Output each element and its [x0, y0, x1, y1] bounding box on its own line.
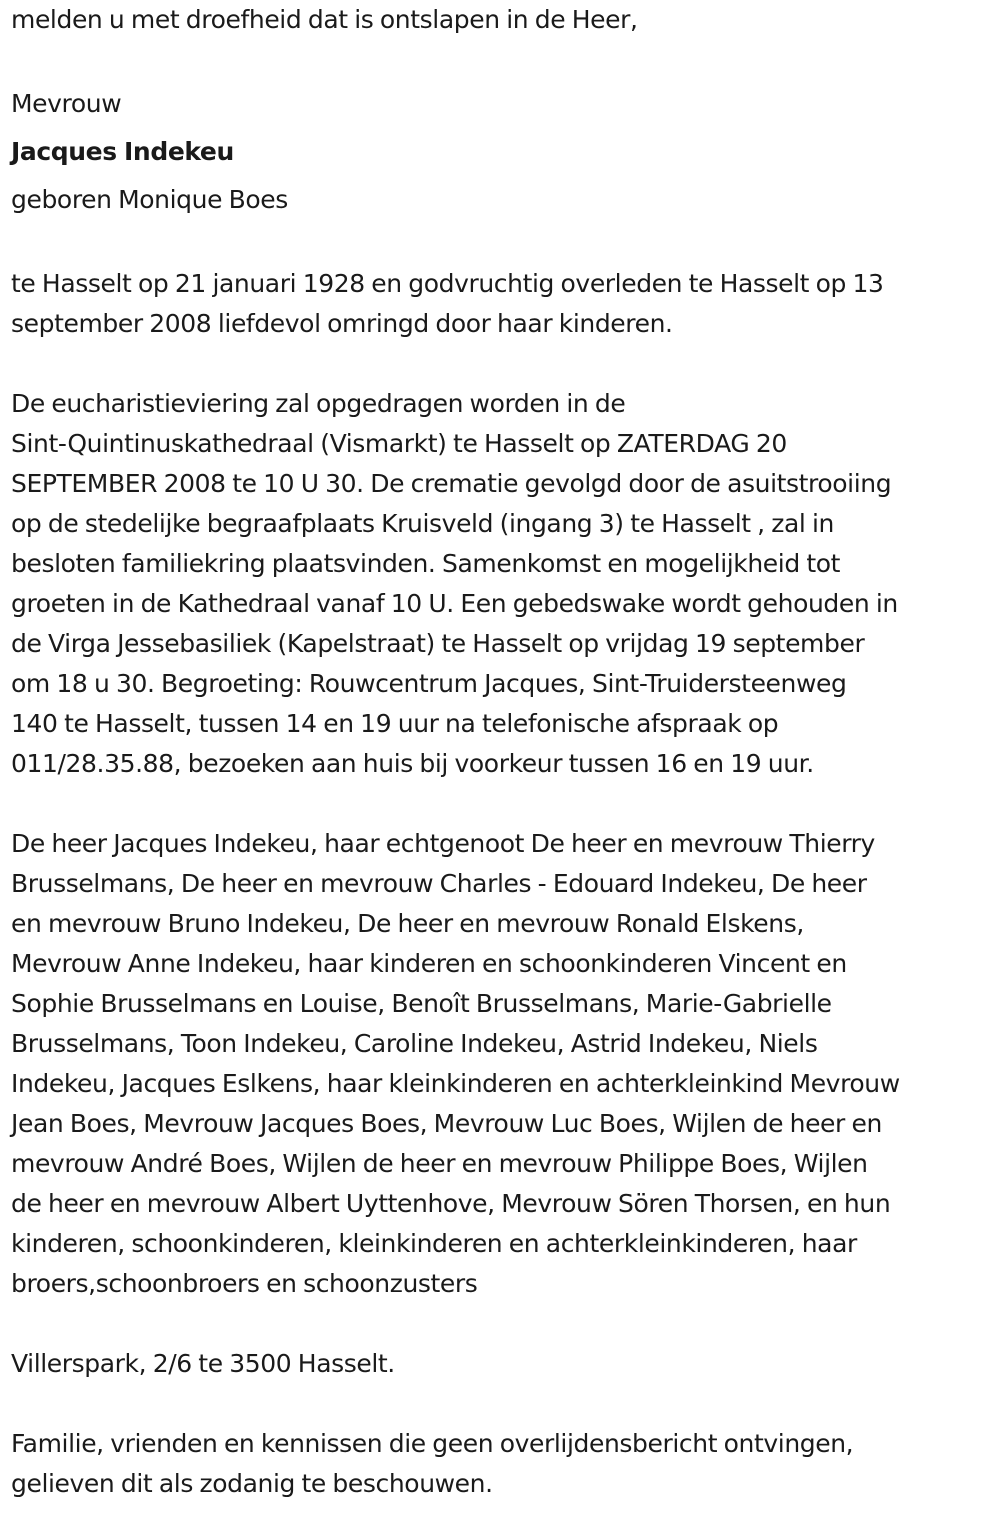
address-line: Villerspark, 2/6 te 3500 Hasselt.	[11, 1349, 395, 1378]
closing-paragraph	[11, 1424, 993, 1504]
birth-name: geboren Monique Boes	[11, 185, 288, 214]
paragraph-line: besloten familiekring plaatsvinden. Samenkomst en mogelijkheid tot	[11, 549, 841, 578]
paragraph-line: Sophie Brusselmans en Louise, Benoît Brusselmans, Marie-Gabrielle	[11, 989, 832, 1018]
family-paragraph	[11, 824, 993, 1304]
paragraph-line: De eucharistieviering zal opgedragen worden in de	[11, 389, 626, 418]
ceremony-paragraph	[11, 384, 993, 784]
paragraph-line: de heer en mevrouw Albert Uyttenhove, Mevrouw Sören Thorsen, en hun	[11, 1189, 891, 1218]
paragraph-line: broers,schoonbroers en schoonzusters	[11, 1269, 478, 1298]
paragraph-line: Sint-Quintinuskathedraal (Vismarkt) te Hasselt op ZATERDAG 20	[11, 429, 787, 458]
spacer	[11, 344, 993, 384]
paragraph-line: Indekeu, Jacques Eslkens, haar kleinkinderen en achterkleinkind Mevrouw	[11, 1069, 900, 1098]
paragraph-line: september 2008 liefdevol omringd door haar kinderen.	[11, 309, 673, 338]
spacer	[11, 1304, 993, 1344]
paragraph-line: te Hasselt op 21 januari 1928 en godvruchtig overleden te Hasselt op 13	[11, 269, 884, 298]
paragraph-line: gelieven dit als zodanig te beschouwen.	[11, 1469, 493, 1498]
paragraph-line: Brusselmans, De heer en mevrouw Charles - Edouard Indekeu, De heer	[11, 869, 867, 898]
spacer	[11, 224, 993, 264]
obituary-document	[11, 0, 993, 1504]
intro-line: melden u met droefheid dat is ontslapen in de Heer,	[11, 5, 638, 34]
spacer	[11, 784, 993, 824]
paragraph-line: kinderen, schoonkinderen, kleinkinderen en achterkleinkinderen, haar	[11, 1229, 857, 1258]
paragraph-line: De heer Jacques Indekeu, haar echtgenoot De heer en mevrouw Thierry	[11, 829, 875, 858]
paragraph-line: om 18 u 30. Begroeting: Rouwcentrum Jacques, Sint-Truidersteenweg	[11, 669, 847, 698]
paragraph-line: en mevrouw Bruno Indekeu, De heer en mevrouw Ronald Elskens,	[11, 909, 804, 938]
paragraph-line: Brusselmans, Toon Indekeu, Caroline Indekeu, Astrid Indekeu, Niels	[11, 1029, 818, 1058]
paragraph-line: Familie, vrienden en kennissen die geen overlijdensbericht ontvingen,	[11, 1429, 854, 1458]
paragraph-line: 011/28.35.88, bezoeken aan huis bij voorkeur tussen 16 en 19 uur.	[11, 749, 814, 778]
paragraph-line: op de stedelijke begraafplaats Kruisveld (ingang 3) te Hasselt , zal in	[11, 509, 835, 538]
spacer	[11, 1384, 993, 1424]
paragraph-line: 140 te Hasselt, tussen 14 en 19 uur na telefonische afspraak op	[11, 709, 779, 738]
birth-death-paragraph	[11, 264, 993, 344]
paragraph-line: Jean Boes, Mevrouw Jacques Boes, Mevrouw Luc Boes, Wijlen de heer en	[11, 1109, 882, 1138]
paragraph-line: de Virga Jessebasiliek (Kapelstraat) te Hasselt op vrijdag 19 september	[11, 629, 865, 658]
deceased-name: Jacques Indekeu	[11, 137, 234, 166]
paragraph-line: mevrouw André Boes, Wijlen de heer en mevrouw Philippe Boes, Wijlen	[11, 1149, 868, 1178]
paragraph-line: SEPTEMBER 2008 te 10 U 30. De crematie gevolgd door de asuitstrooiing	[11, 469, 892, 498]
paragraph-line: groeten in de Kathedraal vanaf 10 U. Een gebedswake wordt gehouden in	[11, 589, 898, 618]
title-prefix: Mevrouw	[11, 89, 122, 118]
spacer	[11, 40, 993, 80]
paragraph-line: Mevrouw Anne Indekeu, haar kinderen en schoonkinderen Vincent en	[11, 949, 847, 978]
